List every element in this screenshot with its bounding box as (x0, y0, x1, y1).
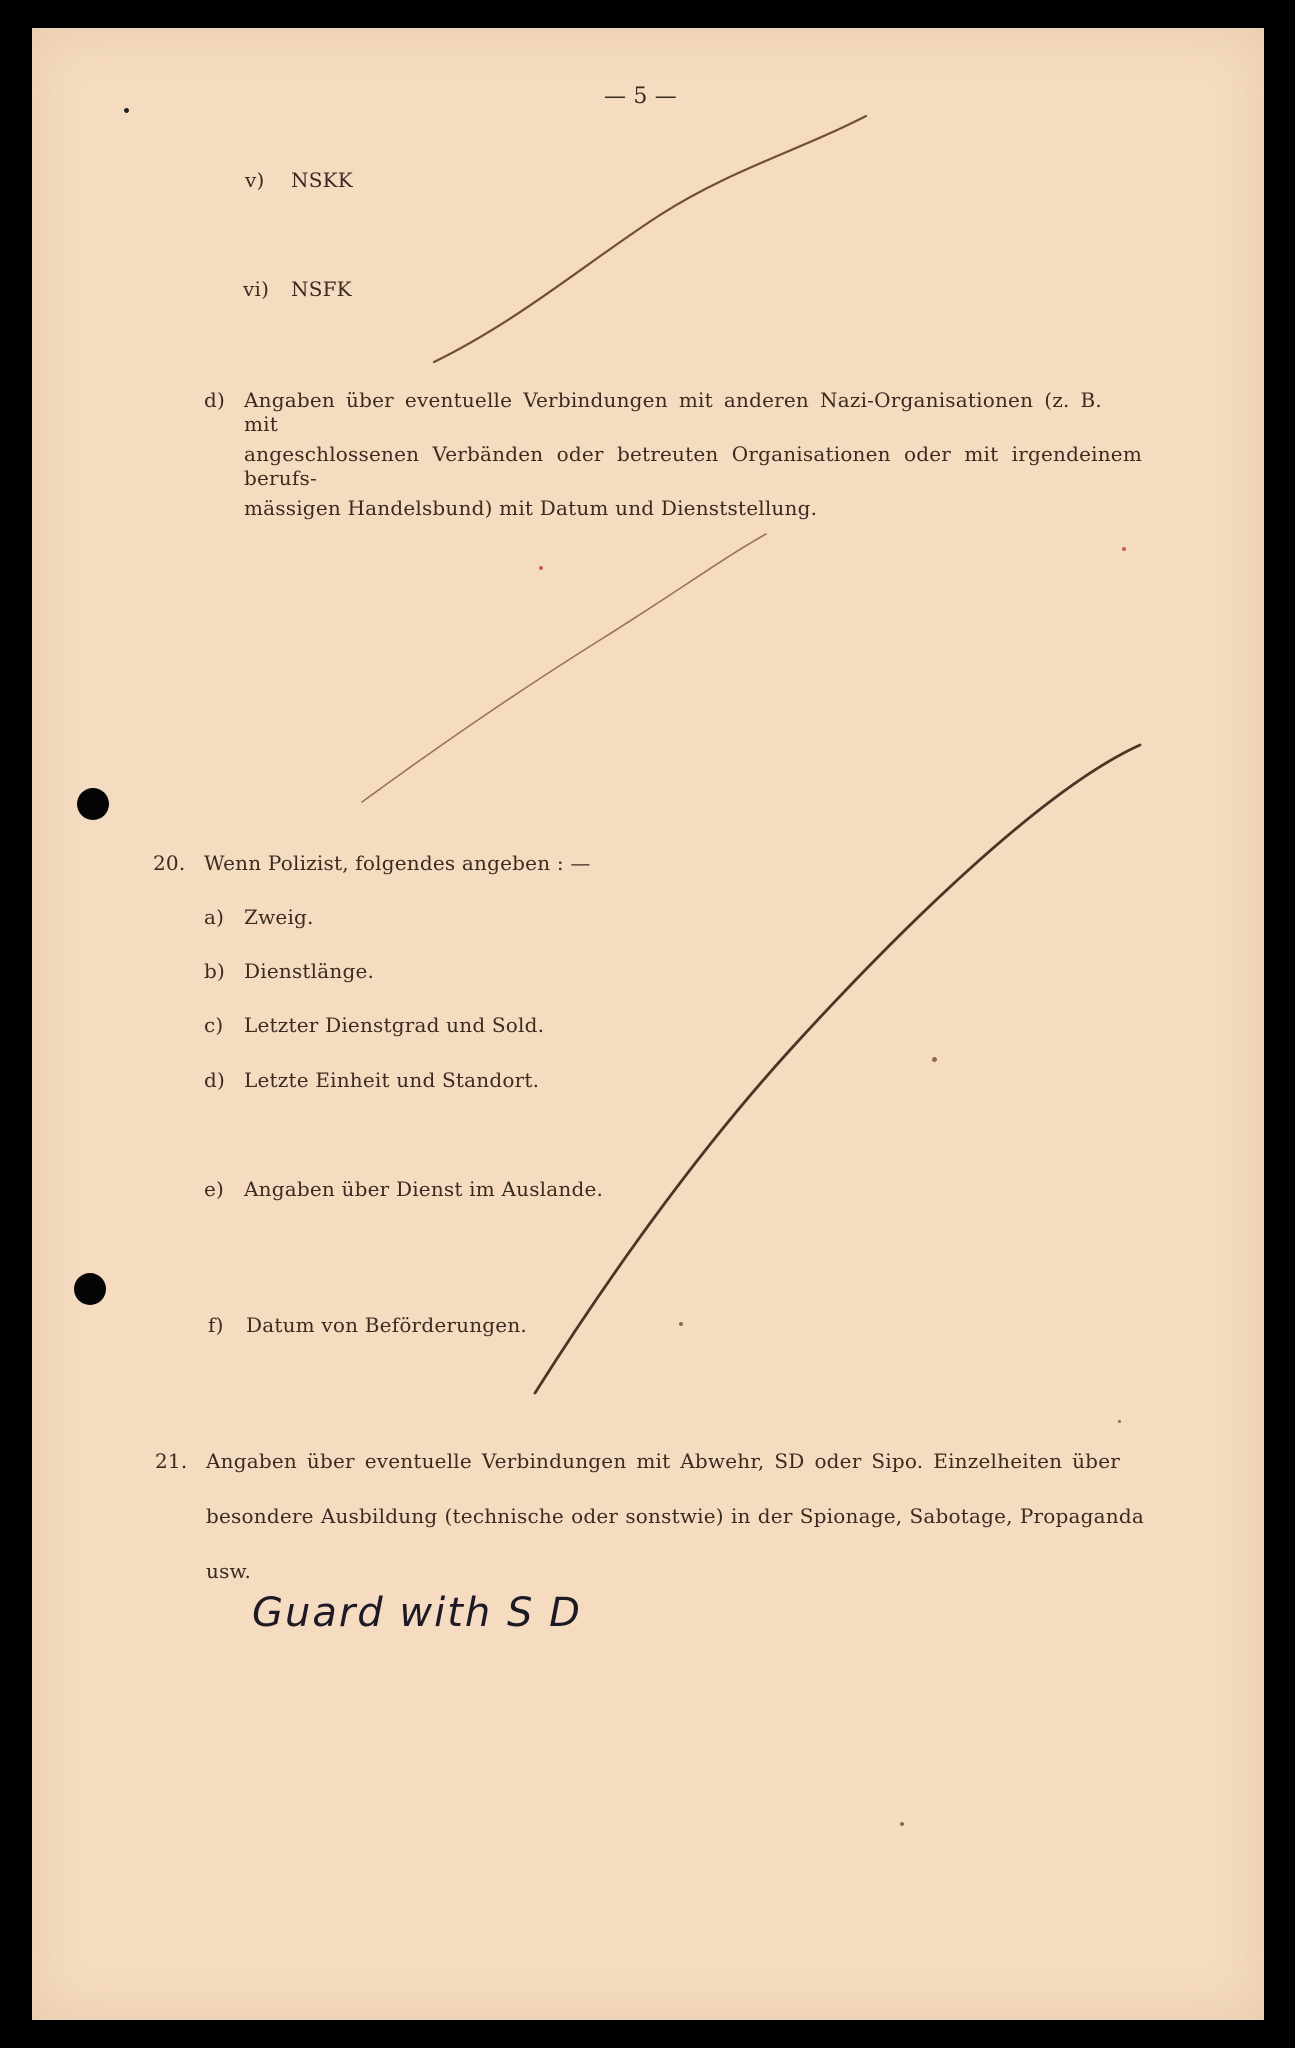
q20-item-label: Letzter Dienstgrad und Sold. (244, 1013, 545, 1037)
handwritten-answer: Guard with S D (252, 1590, 582, 1636)
question-21-line-2: besondere Ausbildung (technische oder sonstwie) in der Spionage, Sabotage, Propaganda (206, 1504, 1144, 1528)
pen-stroke-large (535, 745, 1140, 1393)
list-item-marker: v) (245, 168, 265, 192)
item-d-line-2: angeschlossenen Verbänden oder betreuten Organisationen oder mit irgendeinem berufs- (244, 442, 1142, 490)
q20-item-marker: d) (204, 1068, 226, 1092)
q20-item-label: Datum von Beförderungen. (246, 1313, 527, 1337)
q20-item-marker: a) (204, 905, 225, 929)
q20-item-label: Zweig. (244, 905, 314, 929)
q20-item-label: Angaben über Dienst im Auslande. (244, 1177, 604, 1201)
pencil-stroke-middle (362, 534, 766, 802)
question-21-line-1: Angaben über eventuelle Verbindungen mit Abwehr, SD oder Sipo. Einzelheiten über (206, 1449, 1120, 1473)
question-20-title: Wenn Polizist, folgendes angeben : — (204, 851, 591, 875)
page-number: — 5 — (604, 84, 677, 109)
list-item-label: NSFK (291, 277, 352, 301)
list-item-marker: vi) (243, 277, 270, 301)
q20-item-marker: e) (204, 1177, 225, 1201)
item-d-line-3: mässigen Handelsbund) mit Datum und Dienststellung. (244, 496, 818, 520)
list-item-label: NSKK (291, 168, 353, 192)
question-20-number: 20. (153, 851, 186, 875)
question-21-line-3: usw. (206, 1559, 252, 1583)
q20-item-marker: b) (204, 959, 226, 983)
q20-item-marker: f) (208, 1313, 224, 1337)
q20-item-label: Dienstlänge. (244, 959, 375, 983)
item-d-line-1: Angaben über eventuelle Verbindungen mit anderen Nazi-Organisationen (z. B. mit (244, 388, 1102, 436)
item-d-marker: d) (204, 388, 226, 412)
q20-item-label: Letzte Einheit und Standort. (244, 1068, 540, 1092)
question-21-number: 21. (155, 1449, 188, 1473)
q20-item-marker: c) (204, 1013, 224, 1037)
pencil-stroke-top (434, 116, 866, 362)
